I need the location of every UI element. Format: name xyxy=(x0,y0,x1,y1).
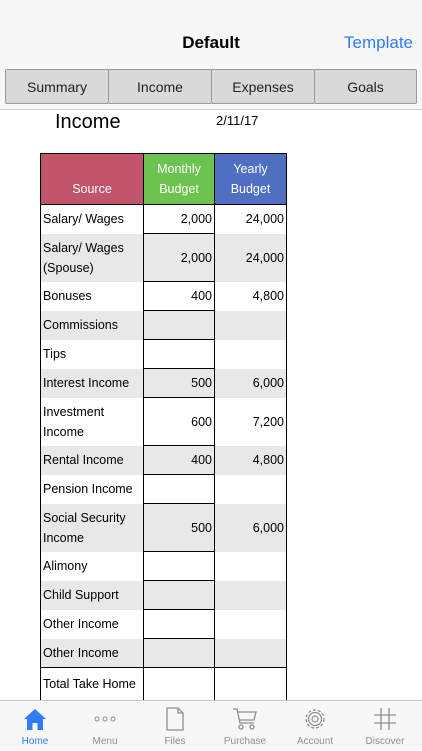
row-label: Salary/ Wages (Spouse) xyxy=(41,234,144,282)
tab-label: Discover xyxy=(365,736,405,747)
row-label: Interest Income xyxy=(41,369,144,398)
gear-icon xyxy=(302,706,328,732)
table-row xyxy=(41,398,287,446)
monthly-cell[interactable] xyxy=(144,311,215,340)
row-label: Child Support xyxy=(41,581,144,610)
monthly-cell[interactable]: 400 xyxy=(144,446,215,475)
monthly-cell[interactable]: 500 xyxy=(144,504,215,552)
monthly-cell[interactable] xyxy=(144,340,215,369)
template-button[interactable]: Template xyxy=(344,33,413,52)
spreadsheet-area[interactable] xyxy=(0,111,422,700)
tab-files[interactable] xyxy=(140,701,210,751)
monthly-cell[interactable] xyxy=(144,639,215,668)
navigation-bar xyxy=(0,0,422,64)
tab-label: Home xyxy=(21,736,49,747)
tab-menu[interactable] xyxy=(70,701,140,751)
table-row xyxy=(41,311,287,340)
monthly-cell[interactable]: 600 xyxy=(144,398,215,446)
table-row xyxy=(41,282,287,311)
row-label: Other Income xyxy=(41,639,144,668)
tab-home[interactable] xyxy=(0,701,70,751)
segment-income[interactable]: Income xyxy=(108,69,212,104)
sheet-title: Income xyxy=(55,111,121,133)
cart-icon xyxy=(232,706,258,732)
yearly-cell xyxy=(215,475,287,504)
tab-bar xyxy=(0,700,422,750)
tab-label: Menu xyxy=(92,736,118,747)
table-row xyxy=(41,581,287,610)
monthly-cell[interactable]: 2,000 xyxy=(144,205,215,234)
table-row xyxy=(41,234,287,282)
tab-label: Account xyxy=(296,736,334,747)
page-title: Default xyxy=(182,33,240,52)
row-label: Commissions xyxy=(41,311,144,340)
monthly-cell[interactable] xyxy=(144,475,215,504)
table-row xyxy=(41,639,287,668)
row-label: Alimony xyxy=(41,552,144,581)
header-source: Source xyxy=(41,154,144,205)
row-label: Salary/ Wages xyxy=(41,205,144,234)
header-yearly-budget: Yearly Budget xyxy=(215,154,287,205)
table-row xyxy=(41,340,287,369)
yearly-cell xyxy=(215,639,287,668)
row-label: Bonuses xyxy=(41,282,144,311)
tab-label: Files xyxy=(164,736,186,747)
yearly-cell: 6,000 xyxy=(215,369,287,398)
sheet-date: 2/11/17 xyxy=(216,113,259,128)
monthly-cell[interactable] xyxy=(144,610,215,639)
home-icon xyxy=(22,706,48,732)
yearly-cell: 4,800 xyxy=(215,282,287,311)
table-row xyxy=(41,369,287,398)
yearly-cell: 4,800 xyxy=(215,446,287,475)
monthly-cell[interactable]: 500 xyxy=(144,369,215,398)
yearly-cell: 6,000 xyxy=(215,504,287,552)
row-label: Pension Income xyxy=(41,475,144,504)
monthly-cell[interactable]: 2,000 xyxy=(144,234,215,282)
income-table xyxy=(40,153,287,716)
tab-label: Purchase xyxy=(223,736,267,747)
tab-discover[interactable] xyxy=(350,701,420,751)
header-monthly-budget: Monthly Budget xyxy=(144,154,215,205)
table-row xyxy=(41,504,287,552)
ellipsis-icon xyxy=(92,706,118,732)
monthly-cell[interactable] xyxy=(144,581,215,610)
yearly-cell: 24,000 xyxy=(215,234,287,282)
table-row xyxy=(41,610,287,639)
table-row xyxy=(41,205,287,234)
table-row xyxy=(41,446,287,475)
segmented-control xyxy=(0,64,422,110)
row-label: Social Security Income xyxy=(41,504,144,552)
yearly-cell xyxy=(215,552,287,581)
monthly-cell[interactable] xyxy=(144,552,215,581)
row-label: Investment Income xyxy=(41,398,144,446)
grid-icon xyxy=(372,706,398,732)
row-label: Tips xyxy=(41,340,144,369)
segment-goals[interactable]: Goals xyxy=(314,69,417,104)
tab-purchase[interactable] xyxy=(210,701,280,751)
yearly-cell xyxy=(215,610,287,639)
segment-expenses[interactable]: Expenses xyxy=(211,69,315,104)
yearly-cell xyxy=(215,340,287,369)
yearly-cell: 24,000 xyxy=(215,205,287,234)
table-row xyxy=(41,475,287,504)
segment-summary[interactable]: Summary xyxy=(5,69,109,104)
monthly-cell[interactable]: 400 xyxy=(144,282,215,311)
yearly-cell: 7,200 xyxy=(215,398,287,446)
row-label: Other Income xyxy=(41,610,144,639)
yearly-cell xyxy=(215,311,287,340)
row-label: Rental Income xyxy=(41,446,144,475)
file-icon xyxy=(162,706,188,732)
table-row xyxy=(41,552,287,581)
yearly-cell xyxy=(215,581,287,610)
tab-account[interactable] xyxy=(280,701,350,751)
total-label: Total Take Home xyxy=(41,668,144,716)
